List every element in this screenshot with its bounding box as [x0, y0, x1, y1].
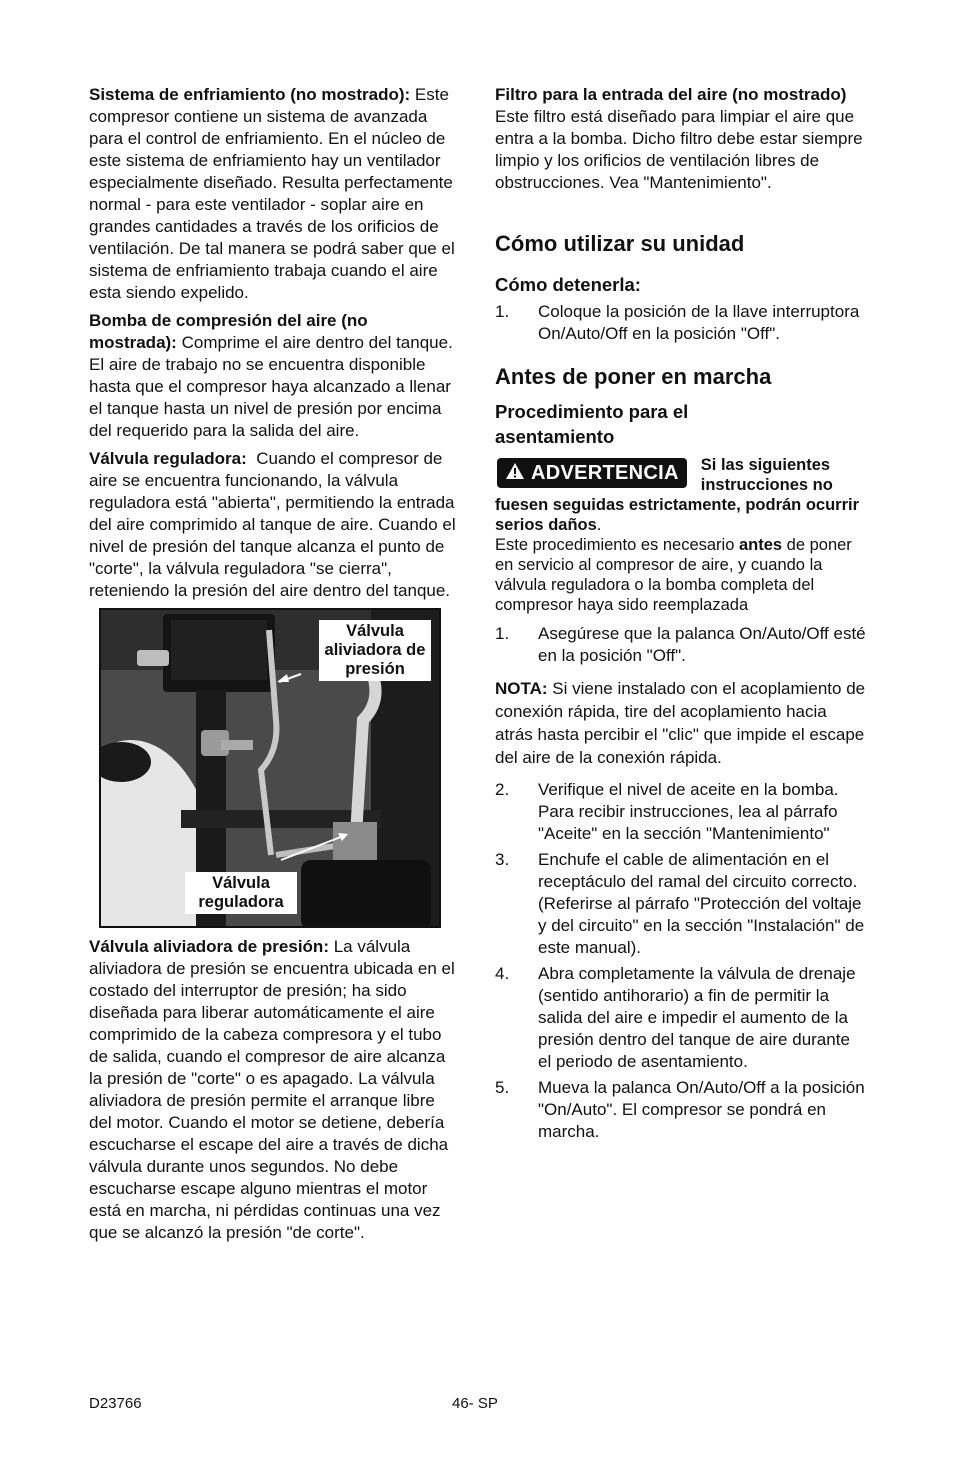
startup-steps-a [495, 623, 867, 667]
step-number: 1. [495, 302, 510, 321]
step-number: 2. [495, 780, 510, 799]
filter-text: Este filtro está diseñado para limpiar el aire que entra a la bomba. Dicho filtro debe estar siempre limpio y los orificios de ventilación libres de obstrucciones. Vea "Mantenimiento". [495, 107, 863, 192]
step-text: Asegúrese que la palanca On/Auto/Off esté en la posición "Off". [538, 624, 866, 665]
stop-steps-list [495, 301, 867, 345]
step-number: 1. [495, 624, 510, 643]
step-text: Enchufe el cable de alimentación en el receptáculo del ramal del circuito correcto. (Referirse al párrafo "Protección del voltaje y del circuito" en la sección "Instalación" de este manual). [538, 850, 865, 957]
list-item [495, 963, 867, 1073]
callout-relief-valve: Válvula aliviadora de presión [319, 620, 431, 681]
check-valve-label: Válvula reguladora: [89, 449, 247, 468]
note-text: Si viene instalado con el acoplamiento de conexión rápida, tire del acoplamiento hacia atrás hasta percibir el "clic" que impide el escape del aire de la conexión rápida. [495, 679, 866, 767]
pump-label: Bomba de compresión del aire (no mostrada): [89, 311, 368, 352]
section-title-startup: Antes de poner en marcha [495, 364, 772, 389]
warning-badge-label: ADVERTENCIA [531, 462, 679, 484]
cooling-text: Este compresor contiene un sistema de avanzada para el control de enfriamiento. En el núcleo de este sistema de enfriamiento hay un ventilador especialmente diseñado. Resulta perfectamente normal - para este ventilador - soplar aire en grandes cantidades a través de los orificios de ventilación. De tal manera se podrá saber que el sistema de enfriamiento trabaja cuando el aire esta siendo expelido. [89, 85, 455, 302]
pump-paragraph [89, 310, 459, 442]
footer-page-number: 46- SP [452, 1395, 498, 1412]
warning-after-bold: . [596, 516, 602, 534]
step-number: 4. [495, 964, 510, 983]
section-title-use: Cómo utilizar su unidad [495, 231, 745, 256]
relief-valve-text: La válvula aliviadora de presión se encuentra ubicada en el costado del interruptor de presión; ha sido diseñada para liberar automáticamente el aire comprimido de la cabeza compresora y el tubo de salida, cuando el compresor de aire alcanza la presión de "corte" o es apagado. La válvula aliviadora de presión permite el arranque libre del motor. Cuando el motor se detiene, debería escucharse el escape del aire a través de dicha válvula durante unos segundos. No debe escucharse escape alguno mientras el motor está en marcha, ni pérdidas continuas una vez que se alcanzó la presión "de corte". [89, 937, 455, 1242]
cooling-paragraph [89, 84, 459, 304]
callout-check-valve: Válvula reguladora [185, 872, 297, 914]
filter-paragraph [495, 84, 867, 194]
filter-label: Filtro para la entrada del aire (no mostrado) [495, 85, 847, 104]
list-item [495, 1077, 867, 1143]
relief-valve-paragraph [89, 936, 459, 1244]
list-item [495, 779, 867, 845]
check-valve-text: Cuando el compresor de aire se encuentra funcionando, la válvula reguladora está "abierta", permitiendo la entrada del aire comprimido al tanque de aire. Cuando el nivel de presión del tanque alcanza el punto de "corte", la válvula reguladora "se cierra", reteniendo la presión del aire dentro del tanque. [89, 449, 461, 600]
list-item [495, 301, 867, 345]
startup-steps-b [495, 779, 867, 1143]
step-text: Mueva la palanca On/Auto/Off a la posición "On/Auto". El compresor se pondrá en marcha. [538, 1078, 865, 1141]
right-column [495, 84, 867, 1147]
note-label: NOTA: [495, 679, 548, 698]
warning-bold-text: Si las siguientes instrucciones no fuesen seguidas estrictamente, podrán ocurrir serios daños [495, 456, 860, 534]
note-paragraph [495, 677, 867, 769]
check-valve-paragraph [89, 448, 459, 602]
compressor-photo [99, 608, 441, 928]
left-column [89, 84, 459, 1250]
footer-model: D23766 [89, 1395, 142, 1412]
list-item [495, 623, 867, 667]
stop-title: Cómo detenerla: [495, 274, 641, 295]
break-in-title: Procedimiento para el asentamiento [495, 401, 689, 447]
warning-line-bold: antes [738, 536, 783, 554]
warning-badge [497, 458, 687, 488]
cooling-label: Sistema de enfriamiento (no mostrado): [89, 85, 411, 104]
step-text: Coloque la posición de la llave interruptora On/Auto/Off en la posición "Off". [538, 302, 860, 343]
pump-text: Comprime el aire dentro del tanque. El aire de trabajo no se encuentra disponible hasta que el compresor haya alcanzado a llenar el tanque hasta un nivel de presión por encima del requerido para la salida del aire. [89, 333, 453, 440]
warning-triangle-icon [505, 462, 525, 484]
warning-line-pre: Este procedimiento es necesario [495, 536, 739, 554]
relief-valve-label: Válvula aliviadora de presión: [89, 937, 329, 956]
step-text: Abra completamente la válvula de drenaje (sentido antihorario) a fin de permitir la salida del aire e impedir el aumento de la presión dentro del tanque de aire durante el periodo de asentamiento. [538, 964, 856, 1071]
warning-block [495, 455, 867, 615]
warning-procedure-line [495, 535, 867, 615]
step-number: 3. [495, 850, 510, 869]
warning-line-post: de poner en servicio al compresor de aire, y cuando la válvula reguladora o la bomba completa del compresor haya sido reemplazada [495, 536, 852, 614]
list-item [495, 849, 867, 959]
step-number: 5. [495, 1078, 510, 1097]
step-text: Verifique el nivel de aceite en la bomba. Para recibir instrucciones, lea al párrafo "Aceite" en la sección "Mantenimiento" [538, 780, 839, 843]
